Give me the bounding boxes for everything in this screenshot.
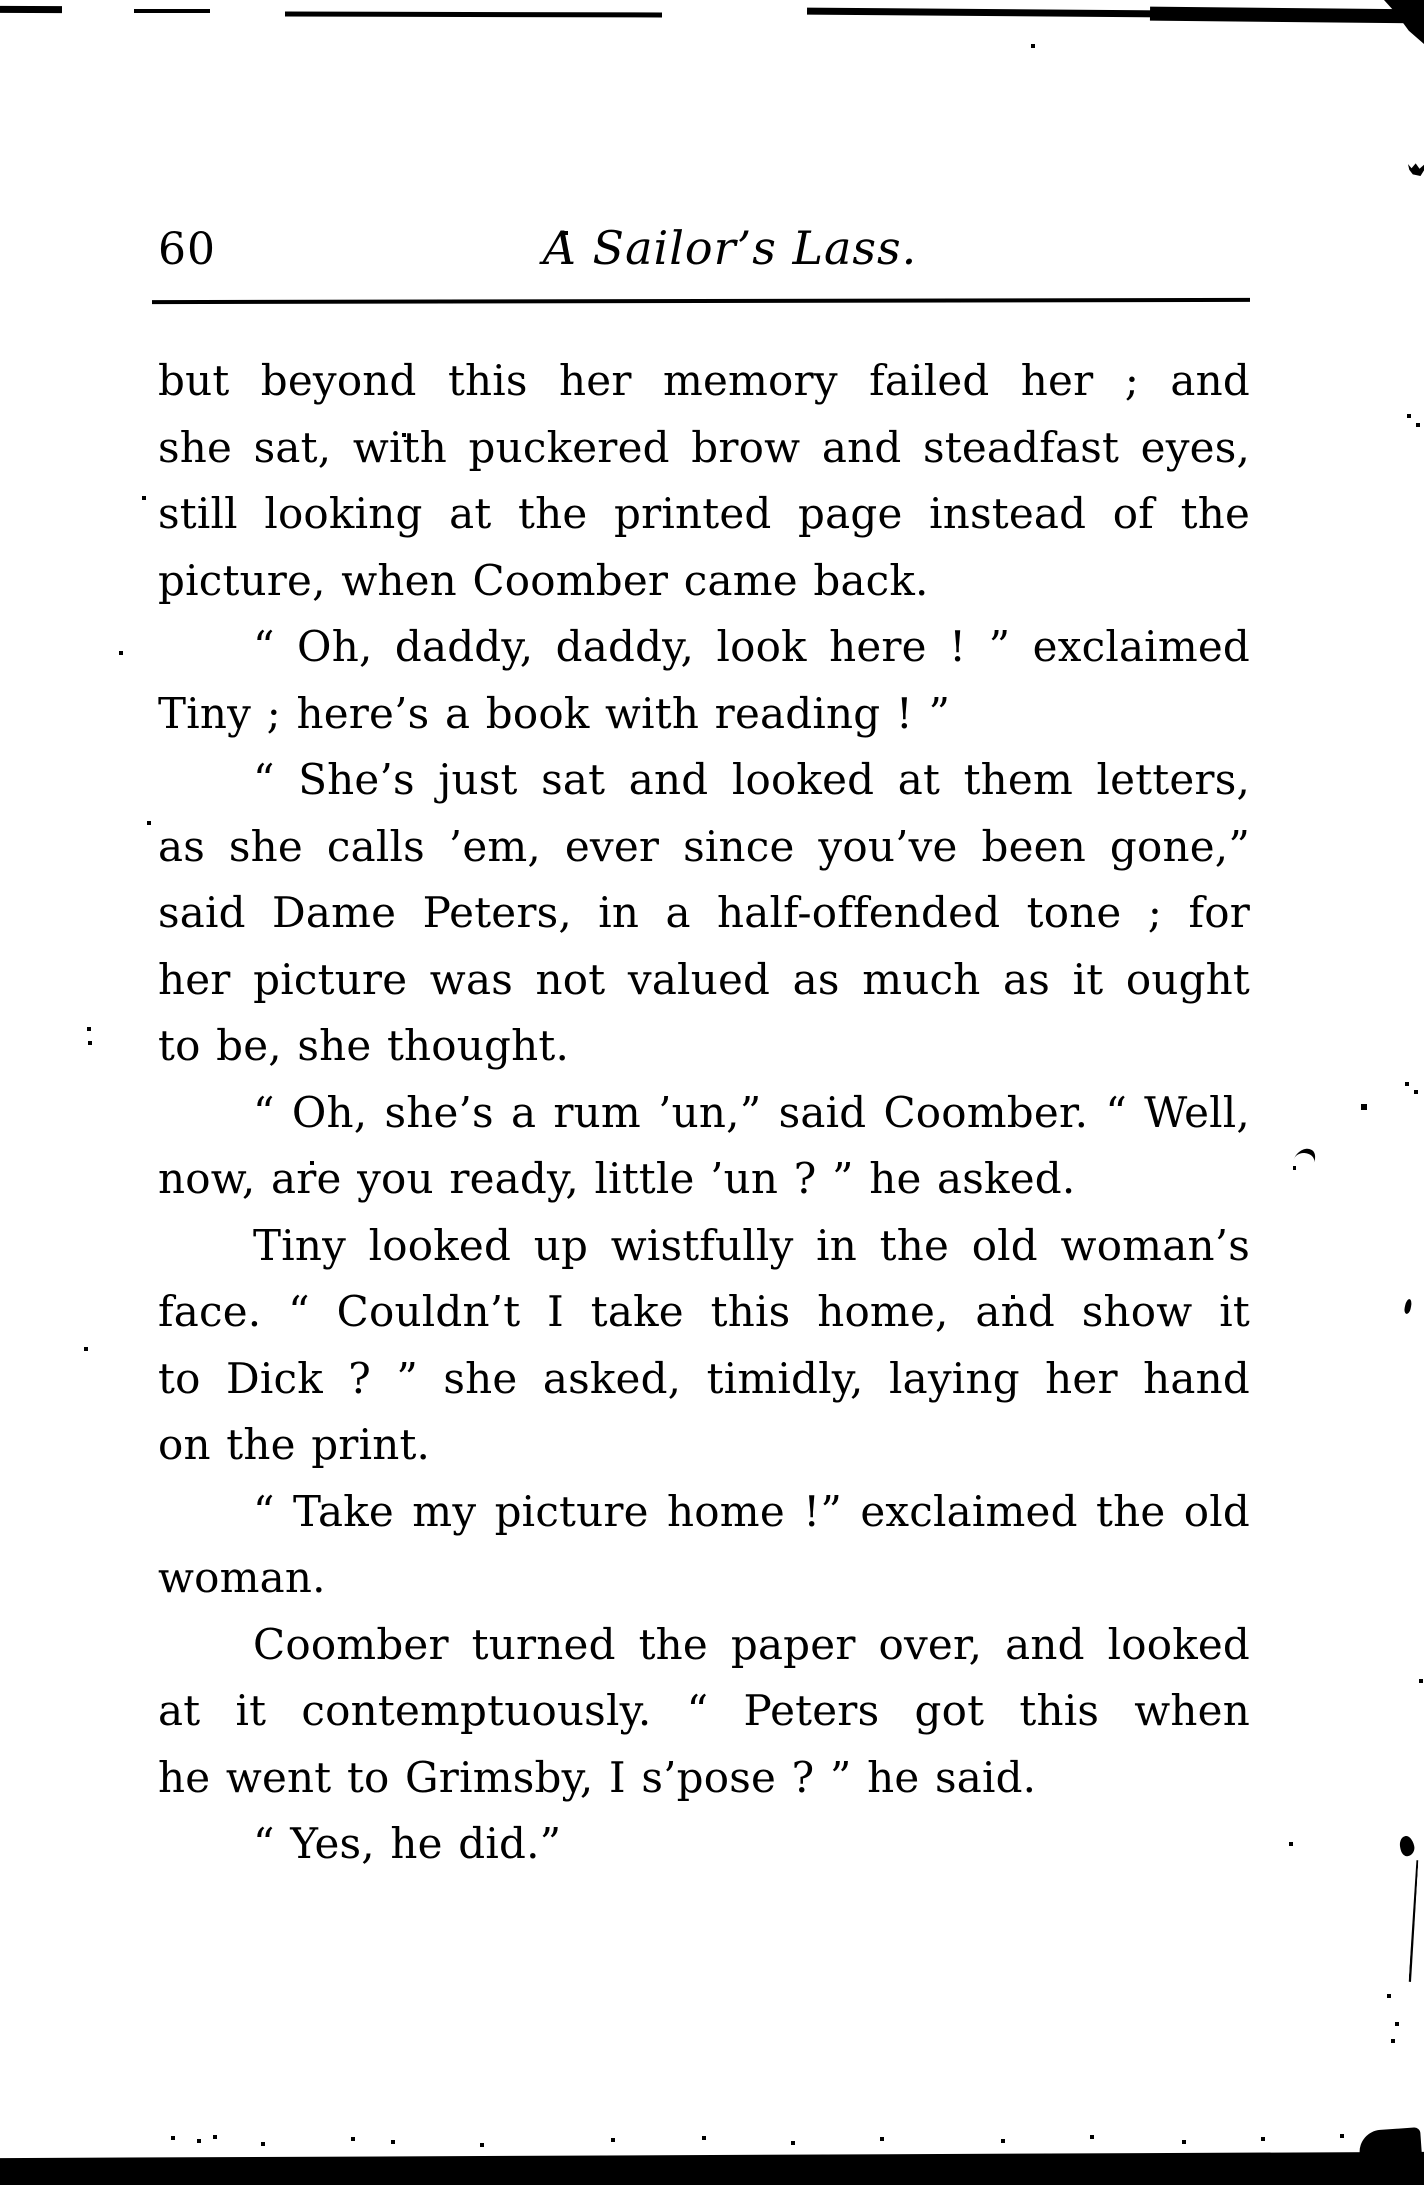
text-line: to be, she thought.	[158, 1021, 569, 1070]
text-line: Tiny looked up wistfully in the old woman’s	[253, 1220, 1250, 1270]
scan-artifact-top-line	[134, 9, 210, 13]
scan-artifact-hair-streak	[1409, 1860, 1419, 1982]
text-line: on the print.	[158, 1420, 431, 1469]
scan-artifact-ink-blob	[1408, 162, 1424, 176]
scan-artifact-speck	[1293, 1166, 1296, 1170]
scan-artifact-top-line	[0, 6, 62, 13]
scan-artifact-top-line	[1150, 7, 1424, 24]
text-line: picture, when Coomber came back.	[158, 555, 929, 605]
scan-artifact-bottom-band	[0, 2152, 1424, 2185]
page-text	[158, 348, 1250, 1878]
text-line: woman.	[158, 1553, 326, 1602]
running-title: A Sailor’s Lass.	[542, 221, 918, 275]
text-line: he went to Grimsby, I s’pose ? ” he said.	[158, 1752, 1037, 1802]
text-line: her picture was not valued as much as it ought	[158, 954, 1250, 1004]
text-line: but beyond this her memory failed her ; and	[158, 356, 1250, 405]
page-number: 60	[158, 224, 216, 275]
text-line: “ Yes, he did.”	[253, 1819, 562, 1868]
scan-artifact-swoosh-mark	[1294, 1145, 1319, 1168]
scan-artifact-bottom-specks	[0, 0, 2, 2]
text-line: “ Take my picture home !” exclaimed the old	[253, 1486, 1250, 1536]
text-line: said Dame Peters, in a half-offended tone ; for	[158, 888, 1250, 937]
text-line: Coomber turned the paper over, and looked	[253, 1619, 1250, 1669]
scan-artifact-bottom-bump	[1358, 2127, 1424, 2185]
scan-artifact-top-line	[285, 12, 662, 18]
scan-artifact-ink-drop	[1398, 1835, 1416, 1858]
scan-artifact-paren-mark	[1404, 1299, 1413, 1315]
header-rule	[152, 298, 1250, 304]
text-line: “ Oh, she’s a rum ’un,” said Coomber. “ Well,	[253, 1087, 1250, 1137]
text-line: Tiny ; here’s a book with reading ! ”	[158, 688, 951, 738]
text-line: still looking at the printed page instead of the	[158, 489, 1250, 538]
text-line: at it contemptuously. “ Peters got this when	[158, 1686, 1250, 1735]
text-line: to Dick ? ” she asked, timidly, laying her hand	[158, 1353, 1250, 1403]
text-line: “ Oh, daddy, daddy, look here ! ” exclaimed	[253, 622, 1250, 671]
text-line: she sat, with puckered brow and steadfast eyes,	[158, 422, 1250, 472]
text-line: now, are you ready, little ’un ? ” he asked.	[158, 1154, 1076, 1203]
text-line: as she calls ’em, ever since you’ve been gone,”	[158, 821, 1250, 871]
text-line: face. “ Couldn’t I take this home, and show it	[158, 1287, 1250, 1336]
text-line: “ She’s just sat and looked at them letters,	[253, 755, 1250, 804]
